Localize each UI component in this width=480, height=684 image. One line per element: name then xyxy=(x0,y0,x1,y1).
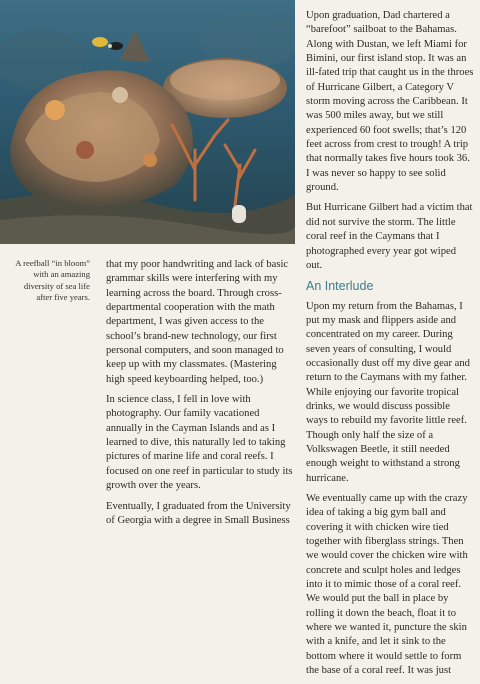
paragraph: Eventually, I graduated from the University of Georgia with a degree in Small Business xyxy=(106,500,291,526)
paragraph: that my poor handwriting and lack of basic grammar skills were interfering with my learning across the board. Through cross-departmental cooperation with the math department, I was given access to the school’s brand-new technology, our first personal computers, and soon managed to keep up with my classmates. (Mastering high speed keyboarding helped, too.) xyxy=(106,259,289,385)
paragraph: We eventually came up with the crazy idea of taking a big gym ball and covering it with chicken wire tied together with fiberglass strings. Then we would cover the chicken wire with concrete and sculpt holes and ledges into it to mimic those of a coral reef. We would put the ball in place by rolling it down the beach, float it to where we wanted it, puncture the skin with a knife, and let it sink to the bottom where it would settle to form the base of a coral reef. It was just xyxy=(306,493,468,677)
paragraph: But Hurricane Gilbert had a victim that did not survive the storm. The little coral reef in the Caymans that I photographed every year got wiped out. xyxy=(306,202,473,271)
paragraph: In science class, I fell in love with photography. Our family vacationed annually in the Cayman Islands and as I learned to dive, this naturally led to taking pictures of marine life and coral reefs. I focused on one reef in particular to study its growth over the years. xyxy=(106,394,293,492)
photo-caption: A reefball “in bloom” with an amazing diversity of sea life after five years. xyxy=(15,258,90,303)
paragraph: Upon graduation, Dad chartered a “barefoot” sailboat to the Bahamas. Along with Dustan, we left Miami for Bimini, our first island stop. It was an ill-fated trip that caught us in the throes of Hurricane Gilbert, a Category V storm moving across the Caribbean. It was 500 miles away, but we still experienced 60 foot swells; that’s 120 feet across from crest to trough! A trip that normally takes five hours took 36. I was never so happy to see solid ground. xyxy=(306,10,474,194)
paragraph: Upon my return from the Bahamas, I put my mask and flippers aside and concentrated on my career. During seven years of consulting, I would occasionally dust off my dive gear and return to the Caymans with my father. While enjoying our favorite tropical drinks, we would discuss possible ways to rebuild my favorite little reef. Though only half the size of a Volkswagen Beetle, it still needed enough weight to withstand a strong hurricane. xyxy=(306,300,470,484)
reef-illustration xyxy=(0,0,295,244)
right-column xyxy=(306,9,474,684)
section-heading: An Interlude xyxy=(306,279,374,294)
reefball-photo xyxy=(0,0,295,244)
middle-column xyxy=(106,258,294,534)
